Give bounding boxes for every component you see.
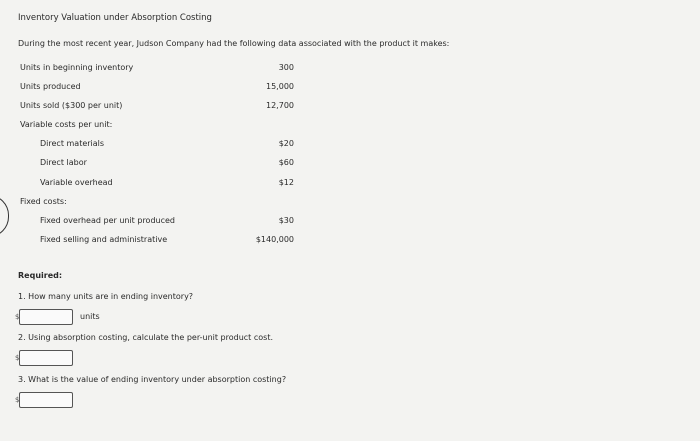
q2-answer-input[interactable] [19, 350, 73, 366]
label-units-sold: Units sold ($300 per unit) [20, 101, 123, 110]
label-direct-labor: Direct labor [40, 158, 87, 167]
question-2: 2. Using absorption costing, calculate the per-unit product cost. [18, 333, 273, 342]
value-variable-overhead: $12 [278, 178, 294, 187]
question-3: 3. What is the value of ending inventory under absorption costing? [18, 375, 287, 384]
question-1: 1. How many units are in ending inventory? [18, 292, 194, 301]
page-title: Inventory Valuation under Absorption Costing [18, 13, 212, 23]
value-direct-materials: $20 [278, 139, 294, 148]
label-direct-materials: Direct materials [40, 139, 105, 148]
q1-units-label: units [80, 312, 100, 321]
value-direct-labor: $60 [278, 158, 294, 167]
value-units-produced: 15,000 [266, 82, 294, 91]
q3-answer-input[interactable] [19, 392, 73, 408]
q2-currency-symbol: $ [15, 354, 20, 362]
value-fixed-overhead: $30 [278, 216, 294, 225]
label-variable-costs: Variable costs per unit: [20, 120, 113, 129]
required-heading: Required: [18, 271, 63, 280]
q1-answer-input[interactable] [19, 309, 73, 325]
intro-text: During the most recent year, Judson Company had the following data associated with the product it makes: [18, 39, 450, 48]
label-fixed-overhead: Fixed overhead per unit produced [40, 216, 175, 225]
label-variable-overhead: Variable overhead [40, 178, 113, 187]
label-fixed-costs: Fixed costs: [20, 197, 67, 206]
left-edge-bracket [0, 195, 9, 237]
q1-currency-symbol: $ [15, 313, 20, 321]
value-fixed-selling-admin: $140,000 [255, 235, 294, 244]
q3-currency-symbol: $ [15, 396, 20, 404]
value-beginning-inventory: 300 [278, 63, 294, 72]
label-fixed-selling-admin: Fixed selling and administrative [40, 235, 168, 244]
value-units-sold: 12,700 [266, 101, 294, 110]
label-beginning-inventory: Units in beginning inventory [20, 63, 134, 72]
label-units-produced: Units produced [20, 82, 81, 91]
